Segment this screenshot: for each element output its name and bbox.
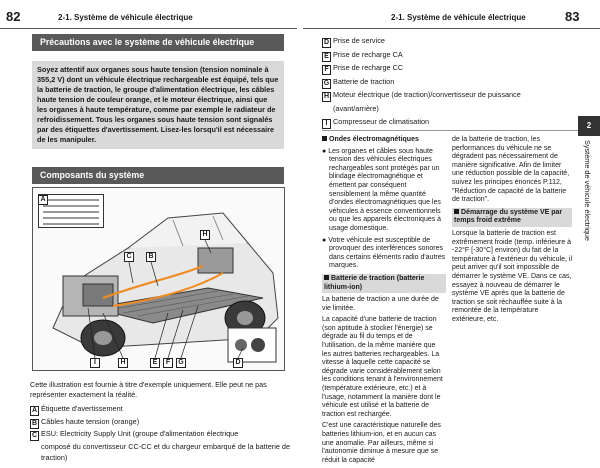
legend-key-c: C: [31, 432, 38, 439]
chapter-title-vertical: Système de véhicule électrique: [583, 140, 592, 241]
list-text-g: Batterie de traction: [333, 76, 395, 86]
paragraph-lithium: C'est une caractéristique naturelle des batteries lithium-ion, et en aucun cas une anomalie. Par ailleurs, même si l'autonomie diminue à mesure que se réduit la capacité: [322, 422, 441, 464]
legend-key-b: B: [31, 420, 38, 427]
heading-em-waves-text: Ondes électromagnétiques: [329, 136, 419, 143]
legend-text-a: Étiquette d'avertissement: [41, 404, 123, 413]
bullet-2: ● Votre véhicule est susceptible de provoquer des interférences sonores dans certains éléments radio d'autres marques.: [322, 236, 446, 270]
components-title: Composants du système: [32, 167, 284, 184]
callout-g: G: [176, 358, 186, 368]
vehicle-illustration: [32, 187, 285, 371]
divider: [322, 130, 592, 131]
callout-c: C: [124, 252, 134, 262]
chapter-tab: 2: [578, 116, 600, 136]
paragraph-battery-life: La batterie de traction a une durée de vie limitée.: [322, 296, 439, 312]
callout-d: D: [233, 358, 243, 368]
heading-em-waves: [322, 136, 446, 145]
heading-traction-battery-text: Batterie de traction (batterie lithium-ion): [324, 274, 425, 291]
list-key-f: F: [322, 65, 331, 75]
section-title-right: 2-1. Système de véhicule électrique: [391, 13, 526, 22]
list-key-g: G: [323, 79, 330, 87]
legend-text-c-cont: composé du convertisseur CC-CC et du chargeur embarqué de la batterie de traction): [41, 442, 291, 462]
component-list-right: [322, 35, 592, 130]
list-item-f: [322, 62, 592, 76]
callout-i: I: [90, 358, 100, 368]
column-2: [452, 136, 572, 327]
list-item-h-cont: (avant/arrière): [333, 103, 379, 113]
heading-cold-start-text: Démarrage du système VE par temps froid extrême: [454, 208, 563, 225]
page-number-right: 83: [565, 9, 580, 24]
list-key-i: I: [322, 119, 331, 129]
list-key-h: H: [323, 93, 330, 100]
section-title-left: 2-1. Système de véhicule électrique: [58, 13, 193, 22]
heading-traction-battery: [322, 274, 446, 293]
precautions-title: Précautions avec le système de véhicule électrique: [32, 34, 284, 51]
legend-item-a: [30, 403, 292, 416]
callout-a: A: [38, 195, 48, 205]
list-text-d: Prise de service: [333, 36, 385, 45]
list-item-h: [322, 89, 592, 103]
list-item-e: [322, 49, 592, 63]
legend-text-c: ESU: Electricity Supply Unit (groupe d'alimentation électrique: [41, 429, 239, 438]
legend-key-a: A: [31, 407, 38, 414]
list-text-f: Prise de recharge CC: [333, 63, 404, 72]
list-item-g: [322, 76, 592, 90]
page-number-left: 82: [6, 9, 21, 24]
callout-e: E: [150, 358, 160, 368]
callout-b: B: [146, 252, 156, 262]
list-text-h: Moteur électrique (de traction)/convertisseur de puissance: [333, 90, 521, 99]
list-item-i: [322, 116, 592, 130]
figure-caption: Cette illustration est fournie à titre d'exemple uniquement. Elle peut ne pas représenter exactement la réalité.: [30, 380, 267, 399]
precautions-intro: Soyez attentif aux organes sous haute tension (tension nominale à 355,2 V) dont un véhicule électrique rechargeable est équipé, tels que la batterie de traction, le groupe d'alimentation électrique, les câbles haute tension de couleur orange, et le moteur électrique, ainsi que les organes à haute température, comme par exemple le radiateur de refroidissement. Tous les organes sous haute tension sont signalés par des étiquettes d'avertissement. Lisez-les lorsqu'il est nécessaire de les manipuler.: [32, 61, 284, 149]
list-key-e: E: [322, 52, 331, 62]
header-right: [303, 7, 600, 29]
callout-h-front: H: [118, 358, 128, 368]
column-1: [322, 136, 446, 468]
legend-text-b: Câbles haute tension (orange): [41, 417, 140, 426]
list-key-d: D: [323, 39, 330, 46]
list-item-d: [322, 35, 592, 49]
bullet-1: ● Les organes et câbles sous haute tension des véhicules électriques rechargeables sont protégés par un blindage électromagnétique et émettent par conséquent sensiblement la même quantité d'ondes électromagnétiques que les véhicules à essence conventionnels ou que les appareils électroniques à usage domestique.: [322, 147, 442, 232]
bullet-1-text: Les organes et câbles sous haute tension des véhicules électriques rechargeables sont protégés par un blindage électromagnétique et émettent par conséquent sensiblement la même quantité d'ondes électromagnétiques que les véhicules à essence conventionnels ou que les appareils électroniques à usage domestique.: [328, 147, 442, 232]
list-text-e: Prise de recharge CA: [333, 49, 403, 59]
heading-cold-start: [452, 208, 572, 227]
header-left: [0, 7, 297, 29]
paragraph-cold-start: Lorsque la batterie de traction est extrêmement froide (temp. inférieure à -22°F [-30°C] environ) du fait de la température à l'extérieur du véhicule, il peut arriver qu'il soit impossible de démarrer le système VE. Dans ce cas, essayez à nouveau de démarrer le système VE après que la batterie de traction se soit réchauffée suite à la remontée de la température extérieure, etc.: [452, 229, 573, 323]
legend-item-c: [30, 428, 292, 463]
paragraph-battery-capacity: La capacité d'une batterie de traction (son aptitude à stocker l'énergie) se dégrade au fil du temps et de l'utilisation, de la même manière que les autres batteries rechargeables. La vitesse à laquelle cette capacité se dégrade varie considérablement selon les conditions tenant à l'environnement (température extérieure, etc.) et à l'usage, notamment la manière dont le véhicule est utilisé et la batterie de traction est rechargée.: [322, 316, 443, 418]
callout-h-rear: H: [200, 230, 210, 240]
list-text-i: Compresseur de climatisation: [333, 117, 430, 126]
callout-f: F: [163, 358, 173, 368]
bullet-2-text: Votre véhicule est susceptible de provoquer des interférences sonores dans certains éléments radio d'autres marques.: [328, 236, 446, 270]
paragraph-capacity-cont: de la batterie de traction, les performances du véhicule ne se dégradent pas nécessairement de manière significative. Afin de limiter une réduction possible de la capacité, suivez les principes énoncés P.112, "Réduction de capacité de la batterie de traction".: [452, 136, 570, 204]
